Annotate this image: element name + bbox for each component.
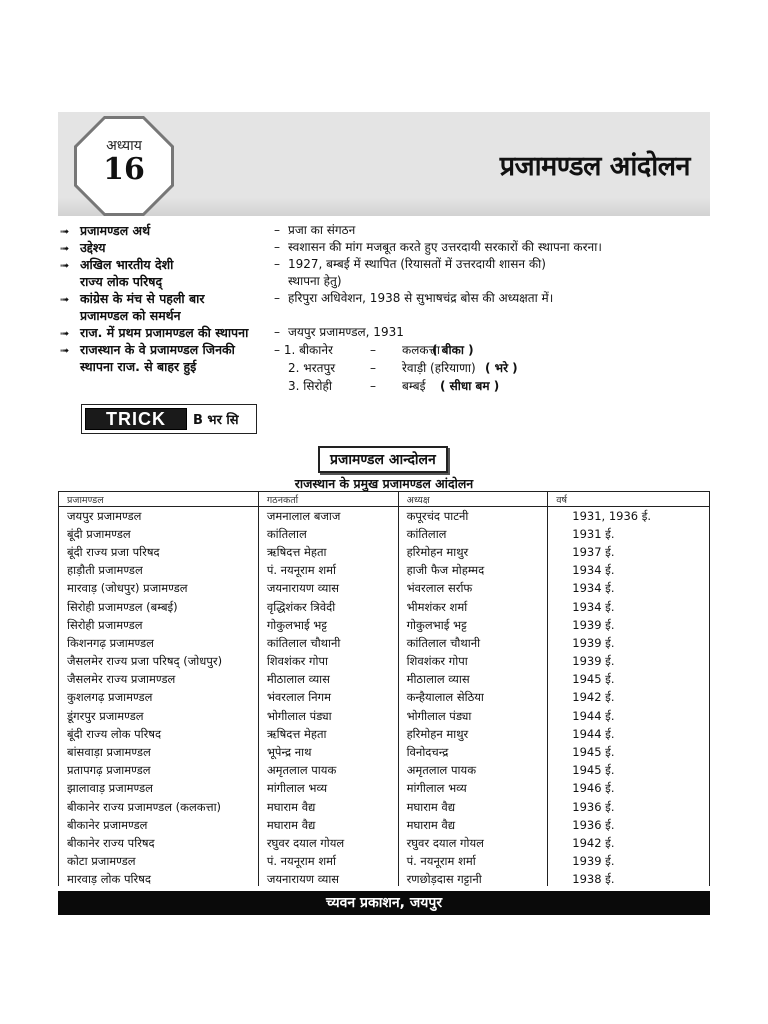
- bullet-arrow-icon: ➟: [60, 225, 70, 238]
- point-term: [60, 290, 205, 324]
- point-description: [274, 222, 355, 239]
- president-cell: गोकुलभाई भट्ट: [398, 616, 548, 634]
- table-row: [59, 780, 710, 798]
- president-cell: रणछोड़दास गट्टानी: [398, 871, 548, 886]
- year-cell: 1937 ई.: [548, 543, 710, 561]
- table-row: [59, 798, 710, 816]
- year-cell: 1939 ई.: [548, 616, 710, 634]
- president-cell: शिवशंकर गोपा: [398, 653, 548, 671]
- year-cell: 1945 ई.: [548, 762, 710, 780]
- point-term-text: [80, 222, 150, 239]
- bullet-arrow-icon: ➟: [60, 242, 70, 255]
- founder-cell: जयनारायण व्यास: [258, 580, 398, 598]
- movement-name-cell: कुशलगढ़ प्रजामण्डल: [59, 689, 259, 707]
- description-text: जयपुर प्रजामण्डल, 1931: [288, 325, 404, 339]
- founder-cell: कांतिलाल चौथानी: [258, 634, 398, 652]
- point-term: [60, 239, 105, 257]
- header-cell: प्रजामण्डल: [59, 492, 259, 507]
- outside-org-text: बम्बई: [402, 379, 426, 393]
- point-term: [60, 324, 248, 342]
- table-row: [59, 707, 710, 725]
- header-cell: अध्यक्ष: [398, 492, 548, 507]
- dash: –: [274, 240, 280, 254]
- dash: –: [274, 325, 280, 339]
- movement-name-cell: जैसलमेर राज्य प्रजा परिषद् (जोधपुर): [59, 653, 259, 671]
- year-cell: 1944 ई.: [548, 707, 710, 725]
- term-line: स्थापना राज. से बाहर हुई: [80, 359, 197, 374]
- president-cell: मीठालाल व्यास: [398, 671, 548, 689]
- president-cell: कांतिलाल: [398, 525, 548, 543]
- president-cell: हाजी फैज मोहम्मद: [398, 562, 548, 580]
- movement-name-cell: मारवाड़ लोक परिषद: [59, 871, 259, 886]
- year-cell: 1945 ई.: [548, 671, 710, 689]
- year-cell: 1936 ई.: [548, 798, 710, 816]
- point-description: [274, 239, 602, 256]
- table-row: [59, 616, 710, 634]
- point-description: [288, 273, 342, 290]
- header-cell: वर्ष: [548, 492, 710, 507]
- founder-cell: मांगीलाल भव्य: [258, 780, 398, 798]
- table-row: [59, 762, 710, 780]
- outside-org-text: –: [370, 379, 376, 393]
- founder-cell: गोकुलभाई भट्ट: [258, 616, 398, 634]
- year-cell: 1945 ई.: [548, 743, 710, 761]
- movement-name-cell: कोटा प्रजामण्डल: [59, 853, 259, 871]
- outside-org-code: [432, 342, 474, 359]
- president-cell: पं. नयनूराम शर्मा: [398, 853, 548, 871]
- point-description: [274, 324, 404, 341]
- founder-cell: ऋषिदत्त मेहता: [258, 725, 398, 743]
- description-text: हरिपुरा अधिवेशन, 1938 से सुभाषचंद्र बोस की अध्यक्षता में।: [288, 291, 554, 305]
- point-term-text: [80, 324, 248, 341]
- table-row: [59, 543, 710, 561]
- movement-name-cell: किशनगढ़ प्रजामण्डल: [59, 634, 259, 652]
- movement-name-cell: सिरोही प्रजामण्डल: [59, 616, 259, 634]
- founder-cell: भूपेन्द्र नाथ: [258, 743, 398, 761]
- point-term-text: [80, 341, 235, 375]
- bullet-arrow-icon: ➟: [60, 344, 70, 357]
- point-term-text: [80, 239, 105, 256]
- outside-org-dash: [370, 360, 376, 377]
- outside-org-text: –: [370, 361, 376, 375]
- movement-name-cell: प्रतापगढ़ प्रजामण्डल: [59, 762, 259, 780]
- table-header-row: [59, 492, 710, 507]
- president-cell: विनोदचन्द्र: [398, 743, 548, 761]
- bullet-arrow-icon: ➟: [60, 327, 70, 340]
- president-cell: भोगीलाल पंड्या: [398, 707, 548, 725]
- table-row: [59, 580, 710, 598]
- president-cell: रघुवर दयाल गोयल: [398, 834, 548, 852]
- dash: –: [274, 291, 280, 305]
- year-cell: 1931 ई.: [548, 525, 710, 543]
- table-row: [59, 725, 710, 743]
- year-cell: 1944 ई.: [548, 725, 710, 743]
- president-cell: मघाराम वैद्य: [398, 816, 548, 834]
- point-term: [60, 256, 173, 290]
- term-line: राज. में प्रथम प्रजामण्डल की स्थापना: [80, 325, 249, 340]
- outside-org-text: 3. सिरोही: [288, 379, 332, 393]
- founder-cell: जमनालाल बजाज: [258, 507, 398, 526]
- president-cell: भीमशंकर शर्मा: [398, 598, 548, 616]
- outside-org-place: [402, 360, 476, 377]
- table-row: [59, 562, 710, 580]
- movement-name-cell: सिरोही प्रजामण्डल (बम्बई): [59, 598, 259, 616]
- president-cell: अमृतलाल पायक: [398, 762, 548, 780]
- table-caption: राजस्थान के प्रमुख प्रजामण्डल आंदोलन: [294, 476, 474, 491]
- term-line: प्रजामण्डल अर्थ: [80, 223, 151, 238]
- year-cell: 1939 ई.: [548, 653, 710, 671]
- description-text: स्थापना हेतु): [288, 274, 342, 288]
- term-line: अखिल भारतीय देशी: [80, 257, 174, 272]
- table-row: [59, 598, 710, 616]
- section-title: प्रजामण्डल आन्दोलन: [318, 446, 448, 473]
- movement-name-cell: हाड़ौती प्रजामण्डल: [59, 562, 259, 580]
- table-row: [59, 853, 710, 871]
- table-row: [59, 525, 710, 543]
- point-term: [60, 341, 235, 375]
- term-line: राज्य लोक परिषद्: [80, 274, 163, 289]
- founder-cell: भोगीलाल पंड्या: [258, 707, 398, 725]
- president-cell: मांगीलाल भव्य: [398, 780, 548, 798]
- point-term-text: [80, 290, 205, 324]
- outside-org-text: –: [370, 343, 376, 357]
- founder-cell: पं. नयनूराम शर्मा: [258, 562, 398, 580]
- founder-cell: भंवरलाल निगम: [258, 689, 398, 707]
- outside-org-text: कलकत्ता: [402, 343, 440, 357]
- president-cell: कपूरचंद पाटनी: [398, 507, 548, 526]
- movement-name-cell: जैसलमेर राज्य प्रजामण्डल: [59, 671, 259, 689]
- movement-name-cell: जयपुर प्रजामण्डल: [59, 507, 259, 526]
- term-line: राजस्थान के वे प्रजामण्डल जिनकी: [80, 342, 235, 357]
- point-term: [60, 222, 150, 240]
- movement-name-cell: बूंदी राज्य लोक परिषद: [59, 725, 259, 743]
- movement-name-cell: डूंगरपुर प्रजामण्डल: [59, 707, 259, 725]
- outside-org-place: [402, 378, 426, 395]
- president-cell: भंवरलाल सर्राफ: [398, 580, 548, 598]
- bullet-arrow-icon: ➟: [60, 259, 70, 272]
- president-cell: मघाराम वैद्य: [398, 798, 548, 816]
- point-description: [274, 256, 546, 273]
- point-term-text: [80, 256, 173, 290]
- movement-name-cell: झालावाड़ प्रजामण्डल: [59, 780, 259, 798]
- outside-org-text: रेवाड़ी (हरियाणा): [402, 361, 476, 375]
- outside-org-num: [288, 378, 332, 395]
- movement-name-cell: बांसवाड़ा प्रजामण्डल: [59, 743, 259, 761]
- founder-cell: रघुवर दयाल गोयल: [258, 834, 398, 852]
- movement-name-cell: बीकानेर राज्य परिषद: [59, 834, 259, 852]
- president-cell: कांतिलाल चौथानी: [398, 634, 548, 652]
- movements-table: [58, 491, 710, 886]
- table-row: [59, 743, 710, 761]
- year-cell: 1946 ई.: [548, 780, 710, 798]
- table-row: [59, 689, 710, 707]
- chapter-number: 16: [103, 152, 145, 187]
- founder-cell: अमृतलाल पायक: [258, 762, 398, 780]
- year-cell: 1942 ई.: [548, 689, 710, 707]
- year-cell: 1934 ई.: [548, 562, 710, 580]
- year-cell: 1942 ई.: [548, 834, 710, 852]
- president-cell: हरिमोहन माथुर: [398, 725, 548, 743]
- founder-cell: जयनारायण व्यास: [258, 871, 398, 886]
- outside-org-num: [274, 342, 333, 359]
- founder-cell: मघाराम वैद्य: [258, 816, 398, 834]
- founder-cell: मीठालाल व्यास: [258, 671, 398, 689]
- founder-cell: शिवशंकर गोपा: [258, 653, 398, 671]
- founder-cell: पं. नयनूराम शर्मा: [258, 853, 398, 871]
- founder-cell: ऋषिदत्त मेहता: [258, 543, 398, 561]
- table-row: [59, 671, 710, 689]
- trick-label: TRICK: [85, 408, 187, 430]
- description-text: स्वशासन की मांग मजबूत करते हुए उत्तरदायी सरकारों की स्थापना करना।: [288, 240, 602, 254]
- description-text: 1927, बम्बई में स्थापित (रियासतों में उत्तरदायी शासन की): [288, 257, 546, 271]
- outside-org-text: ( सीधा बम ): [440, 379, 500, 393]
- movement-name-cell: बीकानेर प्रजामण्डल: [59, 816, 259, 834]
- dash: –: [274, 257, 280, 271]
- outside-org-text: ( बीका ): [432, 343, 474, 357]
- outside-org-dash: [370, 342, 376, 359]
- year-cell: 1931, 1936 ई.: [548, 507, 710, 526]
- founder-cell: कांतिलाल: [258, 525, 398, 543]
- description-text: प्रजा का संगठन: [288, 223, 356, 237]
- point-description: [274, 290, 553, 307]
- table-row: [59, 507, 710, 526]
- movement-name-cell: बीकानेर राज्य प्रजामण्डल (कलकत्ता): [59, 798, 259, 816]
- table-row: [59, 871, 710, 886]
- outside-org-dash: [370, 378, 376, 395]
- movement-name-cell: बूंदी प्रजामण्डल: [59, 525, 259, 543]
- founder-cell: वृद्धिशंकर त्रिवेदी: [258, 598, 398, 616]
- table-row: [59, 653, 710, 671]
- outside-org-text: ( भरे ): [485, 361, 518, 375]
- dash: –: [274, 223, 280, 237]
- term-line: उद्देश्य: [80, 240, 106, 255]
- header-cell: गठनकर्ता: [258, 492, 398, 507]
- table-viewport: [58, 491, 712, 886]
- outside-org-text: 1. बीकानेर: [283, 343, 333, 357]
- year-cell: 1939 ई.: [548, 634, 710, 652]
- year-cell: 1934 ई.: [548, 580, 710, 598]
- term-line: प्रजामण्डल को समर्थन: [80, 308, 181, 323]
- president-cell: कन्हैयालाल सेठिया: [398, 689, 548, 707]
- trick-box: [81, 404, 257, 434]
- outside-org-code: [440, 378, 499, 395]
- term-line: कांग्रेस के मंच से पहली बार: [80, 291, 205, 306]
- bullet-arrow-icon: ➟: [60, 293, 70, 306]
- publisher-footer: च्यवन प्रकाशन, जयपुर: [58, 891, 710, 915]
- founder-cell: मघाराम वैद्य: [258, 798, 398, 816]
- table-row: [59, 634, 710, 652]
- president-cell: हरिमोहन माथुर: [398, 543, 548, 561]
- dash: –: [274, 343, 284, 357]
- table-row: [59, 816, 710, 834]
- chapter-label: अध्याय: [106, 138, 142, 154]
- trick-text: B भर सि: [193, 413, 239, 428]
- movement-name-cell: बूंदी राज्य प्रजा परिषद: [59, 543, 259, 561]
- outside-org-text: 2. भरतपुर: [288, 361, 336, 375]
- chapter-title: प्रजामण्डल आंदोलन: [499, 151, 690, 182]
- outside-org-code: [485, 360, 518, 377]
- year-cell: 1939 ई.: [548, 853, 710, 871]
- movement-name-cell: मारवाड़ (जोधपुर) प्रजामण्डल: [59, 580, 259, 598]
- year-cell: 1938 ई.: [548, 871, 710, 886]
- outside-org-num: [288, 360, 335, 377]
- year-cell: 1934 ई.: [548, 598, 710, 616]
- year-cell: 1936 ई.: [548, 816, 710, 834]
- table-row: [59, 834, 710, 852]
